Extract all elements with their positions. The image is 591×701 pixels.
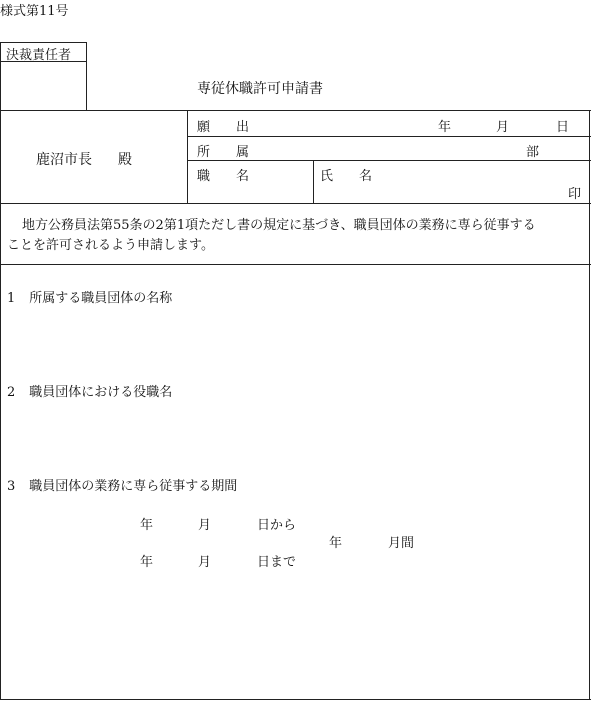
- item-2-label: 職員団体における役職名: [29, 385, 173, 400]
- item-2: [7, 381, 172, 400]
- affiliation-label: 所 属: [197, 145, 250, 160]
- approval-box-label: 決裁責任者: [6, 48, 72, 63]
- application-label: 願 出: [197, 120, 250, 135]
- item-1-label: 所属する職員団体の名称: [29, 291, 173, 306]
- item-3-label: 職員団体の業務に専ら従事する期間: [29, 479, 238, 494]
- seal-mark: 印: [568, 187, 582, 202]
- period-from-day: 日から: [257, 518, 297, 533]
- position-label: 職 名: [197, 169, 250, 184]
- date-year-label: 年: [438, 120, 452, 135]
- period-to-day: 日まで: [257, 555, 297, 570]
- date-month-label: 月: [496, 120, 510, 135]
- item-3: [7, 475, 237, 494]
- name-label: 氏 名: [320, 169, 373, 184]
- document-title: 専従休職許可申請書: [197, 81, 323, 97]
- item-3-number: 3: [7, 479, 16, 494]
- period-duration-month: 月間: [388, 536, 415, 551]
- item-1: [7, 287, 172, 306]
- period-duration-year: 年: [329, 536, 343, 551]
- date-day-label: 日: [556, 120, 570, 135]
- statement-line-1: 地方公務員法第55条の2第1項ただし書の規定に基づき、職員団体の業務に専ら従事する: [22, 218, 536, 233]
- period-to-month: 月: [198, 555, 212, 570]
- item-1-number: 1: [7, 291, 16, 306]
- addressee: [36, 149, 132, 169]
- department-suffix: 部: [526, 145, 540, 160]
- period-to-year: 年: [140, 555, 154, 570]
- form-number: 様式第11号: [0, 4, 69, 19]
- addressee-name: 鹿沼市長: [36, 152, 92, 168]
- item-2-number: 2: [7, 385, 16, 400]
- statement-line-2: ことを許可されるよう申請します。: [7, 238, 214, 253]
- period-from-year: 年: [140, 518, 154, 533]
- period-from-month: 月: [198, 518, 212, 533]
- addressee-honorific: 殿: [118, 152, 132, 168]
